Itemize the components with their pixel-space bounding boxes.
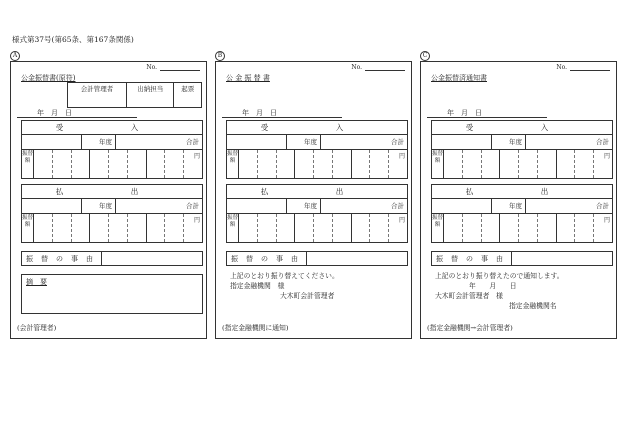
pay-header: 払 出 <box>22 185 202 199</box>
year-label: 年度 <box>82 135 116 149</box>
panel-marker: C <box>420 51 430 61</box>
stamp-cashier: 出納担当 <box>127 83 174 107</box>
reason-row[interactable]: 振替の事由 <box>21 251 203 266</box>
form-title: 様式第37号(第65条、第167条関係) <box>12 35 134 44</box>
panel-marker: A <box>10 51 20 61</box>
panel-footer: (指定金融機関に通知) <box>222 324 289 332</box>
reason-row[interactable]: 振替の事由 <box>431 251 613 266</box>
panel-title: 公金振替書(原符) <box>21 74 76 82</box>
pay-table: 払 出 年度 合計 振替額 円 <box>21 184 203 243</box>
receive-table: 受 入 年度 合計 振替額 円 <box>431 120 613 179</box>
stamp-accountant: 会計管理者 <box>68 83 127 107</box>
notice-message: 上記のとおり振り替えたので通知します。 <box>435 272 564 280</box>
number-field[interactable]: No. <box>556 64 610 71</box>
date-line[interactable]: 年 月 日 <box>222 108 342 118</box>
amount-label: 振替額 <box>22 150 34 178</box>
date-line[interactable]: 年 月 日 <box>427 108 547 118</box>
amount-cells[interactable]: 円 <box>34 150 202 178</box>
number-field[interactable]: No. <box>351 64 405 71</box>
pay-table: 払 出 年度 合計 振替額 円 <box>226 184 408 243</box>
panel-footer: (指定金融機関→会計管理者) <box>427 324 513 332</box>
panel-title: 公金振替済通知書 <box>431 74 487 82</box>
panel-c <box>420 52 617 339</box>
panel-b <box>215 52 412 339</box>
panel-title: 公 金 振 替 書 <box>226 74 270 82</box>
pay-table: 払 出 年度 合計 振替額 円 <box>431 184 613 243</box>
memo-box[interactable]: 摘 要 <box>21 274 203 314</box>
receive-table: 受 入 年度 合計 振替額 円 <box>226 120 408 179</box>
panel-a <box>10 52 207 339</box>
amount-cells[interactable]: 円 <box>34 214 202 242</box>
receive-header: 受 入 <box>22 121 202 135</box>
receive-table <box>21 120 203 179</box>
bank-name: 指定金融機関名 <box>509 302 557 310</box>
date-line[interactable]: 年 月 日 <box>17 108 137 118</box>
stamp-boxes <box>67 82 202 108</box>
accountant-addressee: 大木町会計管理者 様 <box>435 292 503 300</box>
number-field[interactable]: No. <box>146 64 200 71</box>
panel-marker: B <box>215 51 225 61</box>
amount-cells[interactable]: 円 <box>239 150 407 178</box>
total-label: 合計 <box>186 138 199 146</box>
amount-cells[interactable]: 円 <box>444 214 612 242</box>
amount-cells[interactable]: 円 <box>444 150 612 178</box>
request-message: 上記のとおり振り替えてください。 <box>230 272 339 280</box>
reason-row[interactable]: 振替の事由 <box>226 251 408 266</box>
bank-addressee: 指定金融機関 様 <box>230 282 285 290</box>
stamp-drafter: 起票 <box>181 85 195 93</box>
notice-date: 年 月 日 <box>469 282 517 290</box>
amount-cells[interactable]: 円 <box>239 214 407 242</box>
sender: 大木町会計管理者 <box>280 292 335 300</box>
panel-footer: (会計管理者) <box>17 324 57 332</box>
